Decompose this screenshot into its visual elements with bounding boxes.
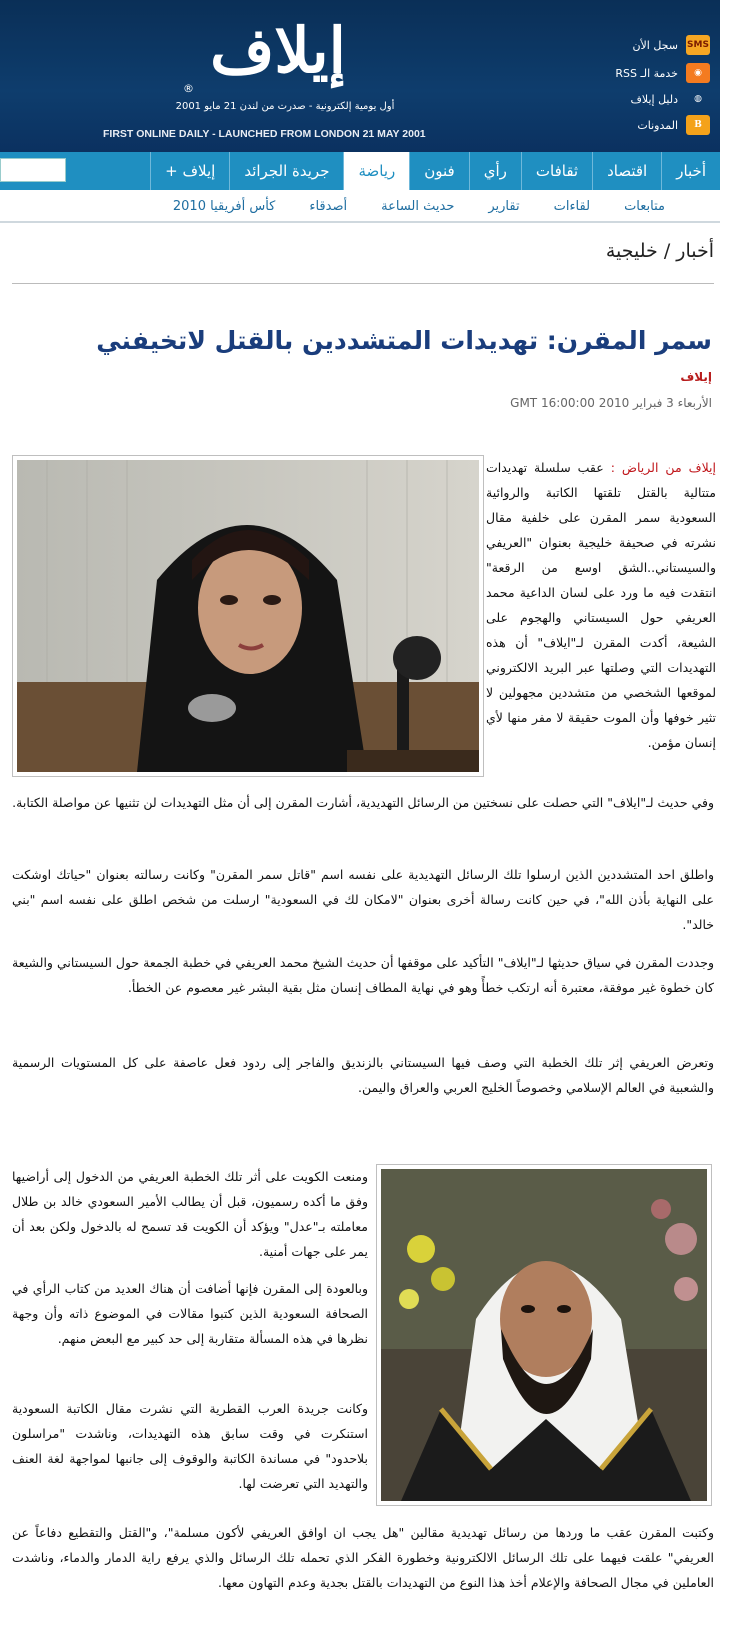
nav-press-review[interactable]: جريدة الجرائد [229, 152, 343, 190]
sub-nav [0, 190, 720, 222]
subnav-reports[interactable]: تقارير [488, 198, 520, 214]
search-input[interactable] [0, 158, 66, 182]
sms-signup-link[interactable] [595, 32, 710, 58]
article-photo-sheikh-arifi [376, 1164, 712, 1506]
globe-icon: ◍ [694, 94, 702, 104]
main-nav [0, 152, 720, 190]
subnav-divider [0, 221, 720, 223]
sms-signup-label: سجل الأن [632, 38, 678, 52]
lead-paragraph [486, 455, 716, 755]
article-paragraph-6: وبالعودة إلى المقرن فإنها أضافت أن هناك العديد من كتاب الرأي في الصحافة السعودية الذين كتبوا مقالات في الموضوع ذاته وأن وجهة نظرها في هذه المسألة متقاربة إلى حد كبير مع البعض منهم. [12, 1281, 368, 1346]
blogs-icon: B [686, 115, 710, 135]
nav-news[interactable]: أخبار [661, 152, 720, 190]
article-date: الأربعاء 3 فبراير 2010 GMT 16:00:00 [510, 396, 712, 410]
rss-link[interactable] [595, 60, 710, 86]
article-paragraph-3: وجددت المقرن في سياق حديثها لـ"ايلاف" التأكيد على موقفها أن حديث الشيخ محمد العريفي في خطبة الجمعة حول السيستاني والشيعة كان خطوة غير موفقة، معتبرة أنه ارتكب خطأً وهو في نهاية المطاف إنسان مثل بقية البشر غير معصوم عن الخطأ. [12, 955, 714, 995]
article-byline[interactable]: إيلاف [680, 370, 712, 384]
subnav-interviews[interactable]: لقاءات [553, 198, 591, 214]
nav-economy[interactable]: اقتصاد [592, 152, 661, 190]
article-paragraph-8: وكتبت المقرن عقب ما وردها من رسائل تهديدية مقالين "هل يجب ان اوافق العريفي لأكون مسلمة"، و"القتل والتقطيع دفاعاً عن العريفي" علقت فيهما على تلك الرسائل الالكترونية وخطورة الفكر الذي تحمله تلك الرسائل والذي يرفع راية الدمار والدماء، وناشدت العاملين في مجال الصحافة والإعلام أخذ هذا النوع من التهديدات بالقتل بجدية وعدم التهاون معها. [12, 1525, 714, 1590]
divider [12, 283, 714, 284]
rss-icon: ◉ [686, 63, 710, 83]
tagline-arabic: أول يومية إلكترونية - صدرت من لندن 21 مايو 2001 [175, 101, 395, 112]
article-paragraph-1: وفي حديث لـ"ايلاف" التي حصلت على نسختين من الرسائل التهديدية، أشارت المقرن إلى أن مثل التهديدات لن تثنيها عن مواصلة الكتابة. [12, 795, 714, 810]
nav-sports[interactable]: رياضة [343, 152, 409, 190]
subnav-africa-cup[interactable]: كأس أفريقيا 2010 [172, 198, 276, 214]
blogs-link[interactable] [595, 112, 710, 138]
nav-arts[interactable]: فنون [409, 152, 468, 190]
article-paragraph-5: ومنعت الكويت على أثر تلك الخطبة العريفي من الدخول إلى أراضيها وفق ما أكده رسميون، قبل أن يطالب الأمير السعودي خالد بن طلال معاملته بـ"عدل" ويؤكد أن الكويت قد تسمح له بالدخول ولكن بعد أن يمر على جهات أمنية. [12, 1169, 368, 1259]
sms-icon: SMS [686, 35, 710, 55]
rss-label: خدمة الـ RSS [615, 66, 678, 80]
article-headline: سمر المقرن: تهديدات المتشددين بالقتل لاتخيفني [96, 326, 712, 355]
lead-dateline: إيلاف من الرياض : [610, 460, 716, 475]
article-paragraph-4: وتعرض العريفي إثر تلك الخطبة التي وصف فيها السيستاني بالزنديق والفاجر إلى ردود فعل عاصفة على كل المستويات الرسمية والشعبية في العالم الإسلامي وخصوصاً الخليج العربي والعراق واليمن. [12, 1055, 714, 1095]
blogs-label: المدونات [637, 118, 678, 132]
elaph-logo[interactable]: إيلاف [210, 14, 346, 87]
subnav-followups[interactable]: متابعات [624, 198, 665, 214]
article-paragraph-7: وكانت جريدة العرب القطرية التي نشرت مقال الكاتبة السعودية استنكرت في وقت سابق هذه التهديدات، وناشدت "مراسلون بلاحدود" في مساندة الكاتبة والوقوف إلى جانبها لمواجهة لغة العنف والتهديد التي تعرضت لها. [12, 1401, 368, 1491]
article-photo-samar-almuqrin [12, 455, 484, 777]
registered-mark: ® [183, 82, 194, 95]
subnav-friends[interactable]: أصدقاء [309, 198, 348, 214]
masthead [0, 0, 720, 152]
sub-nav-items [156, 190, 682, 222]
directory-label: دليل إيلاف [630, 92, 678, 106]
subnav-hot-topic[interactable]: حديث الساعة [381, 198, 455, 214]
nav-culture[interactable]: ثقافات [521, 152, 592, 190]
elaph-directory-link[interactable] [595, 86, 710, 112]
breadcrumb[interactable]: أخبار / خليجية [605, 240, 714, 262]
tagline-english: FIRST ONLINE DAILY - LAUNCHED FROM LONDON 21 MAY 2001 [103, 128, 426, 140]
nav-opinion[interactable]: رأي [469, 152, 521, 190]
main-nav-items [76, 152, 720, 190]
article-paragraph-2: واطلق احد المتشددين الذين ارسلوا تلك الرسائل التهديدية على نفسه اسم "قاتل سمر المقرن" وكانت رسالته بعنوان "حياتك اوشكت على النهاية بأذن الله"، في حين كانت رسالة أخرى بعنوان "لامكان لك في السعودية" ارسلت من شخص اطلق على نفسه اسم "بني خالد". [12, 867, 714, 932]
lead-text: عقب سلسلة تهديدات متتالية بالقتل تلقتها الكاتبة والروائية السعودية سمر المقرن على خلفية مقال نشرته في صحيفة خليجية بعنوان "العريفي والسيستاني..الشق اوسع من الرقعة" انتقدت فيه ما ورد على لسان الداعية محمد العريفي حول السيستاني والهجوم على الشيعة، أكدت المقرن لـ"ايلاف" أن هذه التهديدات التي وصلتها عبر البريد الالكتروني لموقعها الشخصي من متشددين مجهولين لا تثير خوفها وأن الموت حقيقة لا مفر منها لأي إنسان مؤمن. [486, 460, 716, 750]
nav-elaph-plus[interactable]: إيلاف + [150, 152, 229, 190]
